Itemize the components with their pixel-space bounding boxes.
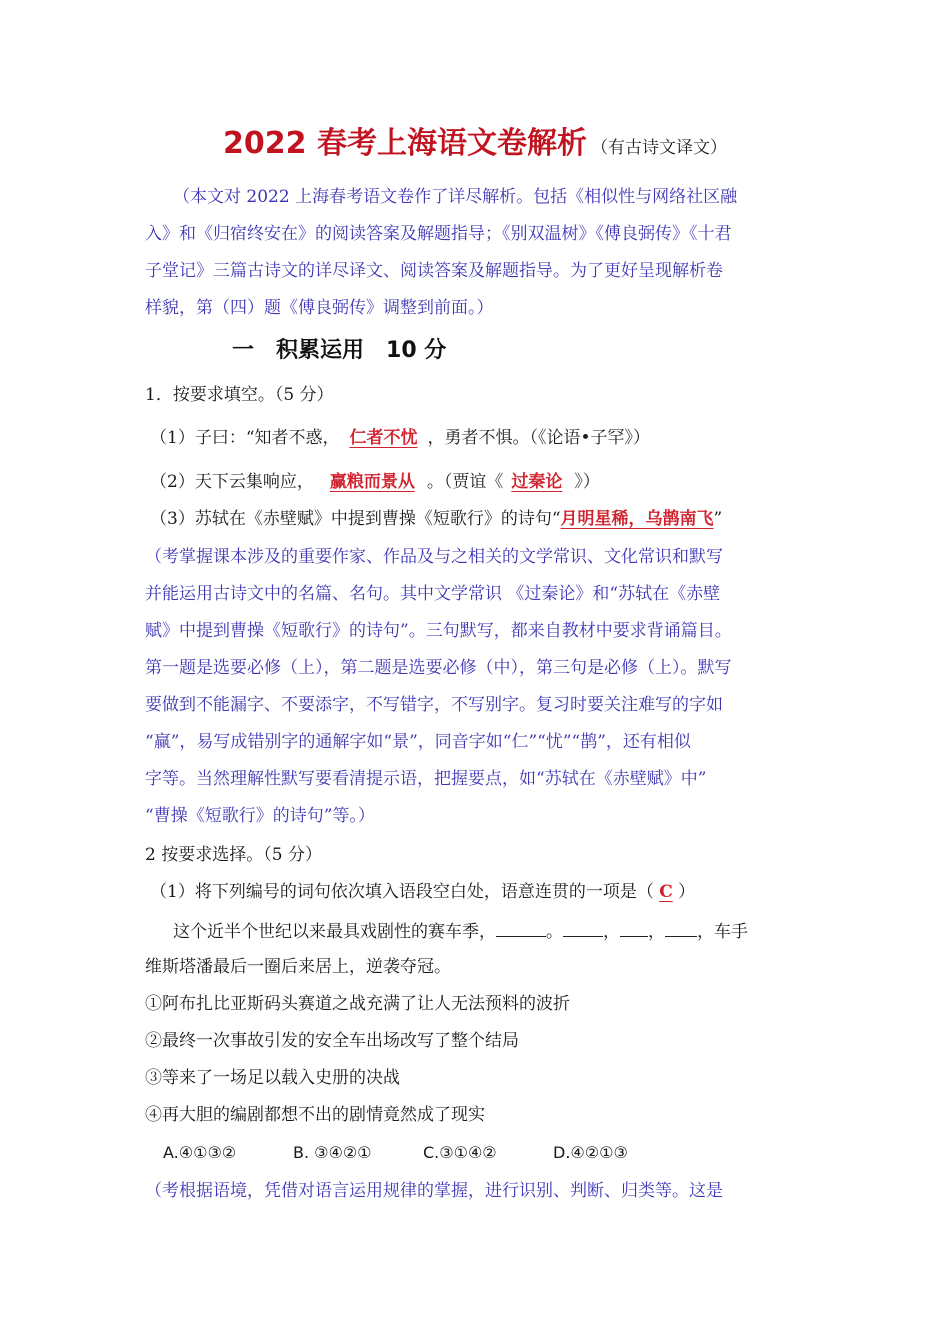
document-title [0,118,950,162]
choices-row [163,1141,628,1165]
q1-item-2-tail: 》） [574,472,600,492]
blank-4 [665,918,697,937]
blank-3 [620,918,648,937]
q1-item-3-text: （3）苏轼在《赤壁赋》中提到曹操《短歌行》的诗句“ [150,509,561,529]
q2-analysis-start: （考根据语境，凭借对语言运用规律的掌握，进行识别、判断、归类等。这是 [145,1181,723,1201]
blank-2 [563,918,603,937]
q2-passage-text: 这个近半个世纪以来最具戏剧性的赛车季， [173,922,496,942]
answer-3: 过秦论 [511,472,563,492]
choice-a: A.④①③② [163,1143,237,1162]
option-4: ④再大胆的编剧都想不出的剧情竟然成了现实 [145,1105,485,1125]
q1-item-2-mid: 。（贾谊《 [426,472,504,492]
q1-item-2-text: （2）天下云集响应， [150,472,314,492]
section-number: 一 [232,338,255,363]
q1-analysis-7: 字等。当然理解性默写要看清提示语，把握要点，如“苏轼在《赤壁赋》中” [145,769,707,789]
answer-2: 赢粮而景从 [329,472,415,492]
q2-passage-line-1: 这个近半个世纪以来最具戏剧性的赛车季， 。 ， ， ，车手 [173,918,748,944]
q1-analysis-5: 要做到不能漏字、不要添字，不写错字，不写别字。复习时要关注难写的字如 [145,695,723,715]
intro-line-2: 入》和《归宿终安在》的阅读答案及解题指导；《别双温树》《傅良弼传》《十君 [145,224,732,244]
q2-item-1-tail: ） [672,882,696,902]
q2-stem: 2 按要求选择。（5 分） [145,845,322,865]
answer-4: 月明星稀，乌鹊南飞 [560,509,714,529]
intro-line-3: 子堂记》三篇古诗文的详尽译文、阅读答案及解题指导。为了更好呈现解析卷 [145,261,723,281]
title-subtitle: （有古诗文译文） [590,138,727,158]
option-2: ②最终一次事故引发的安全车出场改写了整个结局 [145,1031,519,1051]
intro-line-4: 样貌，第（四）题《傅良弼传》调整到前面。） [145,298,494,318]
blank-1 [496,918,546,937]
q1-item-1 [150,426,650,450]
option-3: ③等来了一场足以载入史册的决战 [145,1068,400,1088]
q2-passage-line-2: 维斯塔潘最后一圈后来居上，逆袭夺冠。 [145,957,451,977]
q1-item-2 [150,470,600,494]
q1-analysis-1: （考掌握课本涉及的重要作家、作品及与之相关的文学常识、文化常识和默写 [145,547,723,567]
option-1: ①阿布扎比亚斯码头赛道之战充满了让人无法预料的波折 [145,994,570,1014]
title-main: 2022 春考上海语文卷解析 [223,126,587,161]
answer-1: 仁者不忧 [349,428,418,448]
q2-passage-tail: ，车手 [697,922,748,942]
intro-line-1: （本文对 2022 上海春考语文卷作了详尽解析。包括《相似性与网络社区融 [173,187,738,207]
q1-analysis-3: 赋》中提到曹操《短歌行》的诗句”。三句默写，都来自教材中要求背诵篇目。 [145,621,732,641]
q2-item-1-text: （1）将下列编号的词句依次填入语段空白处，语意连贯的一项是（ [150,882,660,902]
q2-item-1 [150,880,695,904]
section-score: 10 分 [386,338,447,363]
q1-item-3 [150,507,722,531]
q1-analysis-4: 第一题是选要必修（上），第二题是选要必修（中），第三句是必修（上）。默写 [145,658,732,678]
choice-c: C.③①④② [423,1143,497,1162]
section-name: 积累运用 [276,338,365,363]
answer-5: C [659,882,673,902]
section-heading [232,333,468,364]
choice-b: B. ③④②① [293,1143,372,1162]
q1-item-1-text: （1）子曰：“知者不惑， [150,428,340,448]
q1-stem: 1．按要求填空。（5 分） [145,385,334,405]
q1-item-3-tail: ” [713,509,723,529]
q1-analysis-8: “曹操《短歌行》的诗句”等。） [145,806,375,826]
q1-analysis-2: 并能运用古诗文中的名篇、名句。其中文学常识 《过秦论》和“苏轼在《赤壁 [145,584,721,604]
q1-analysis-6: “赢”，易写成错别字的通解字如“景”，同音字如“仁”“忧”“鹊”，还有相似 [145,732,691,752]
q1-item-1-tail: ，勇者不惧。（《论语•子罕》） [427,428,651,448]
choice-d: D.④②①③ [553,1143,628,1162]
